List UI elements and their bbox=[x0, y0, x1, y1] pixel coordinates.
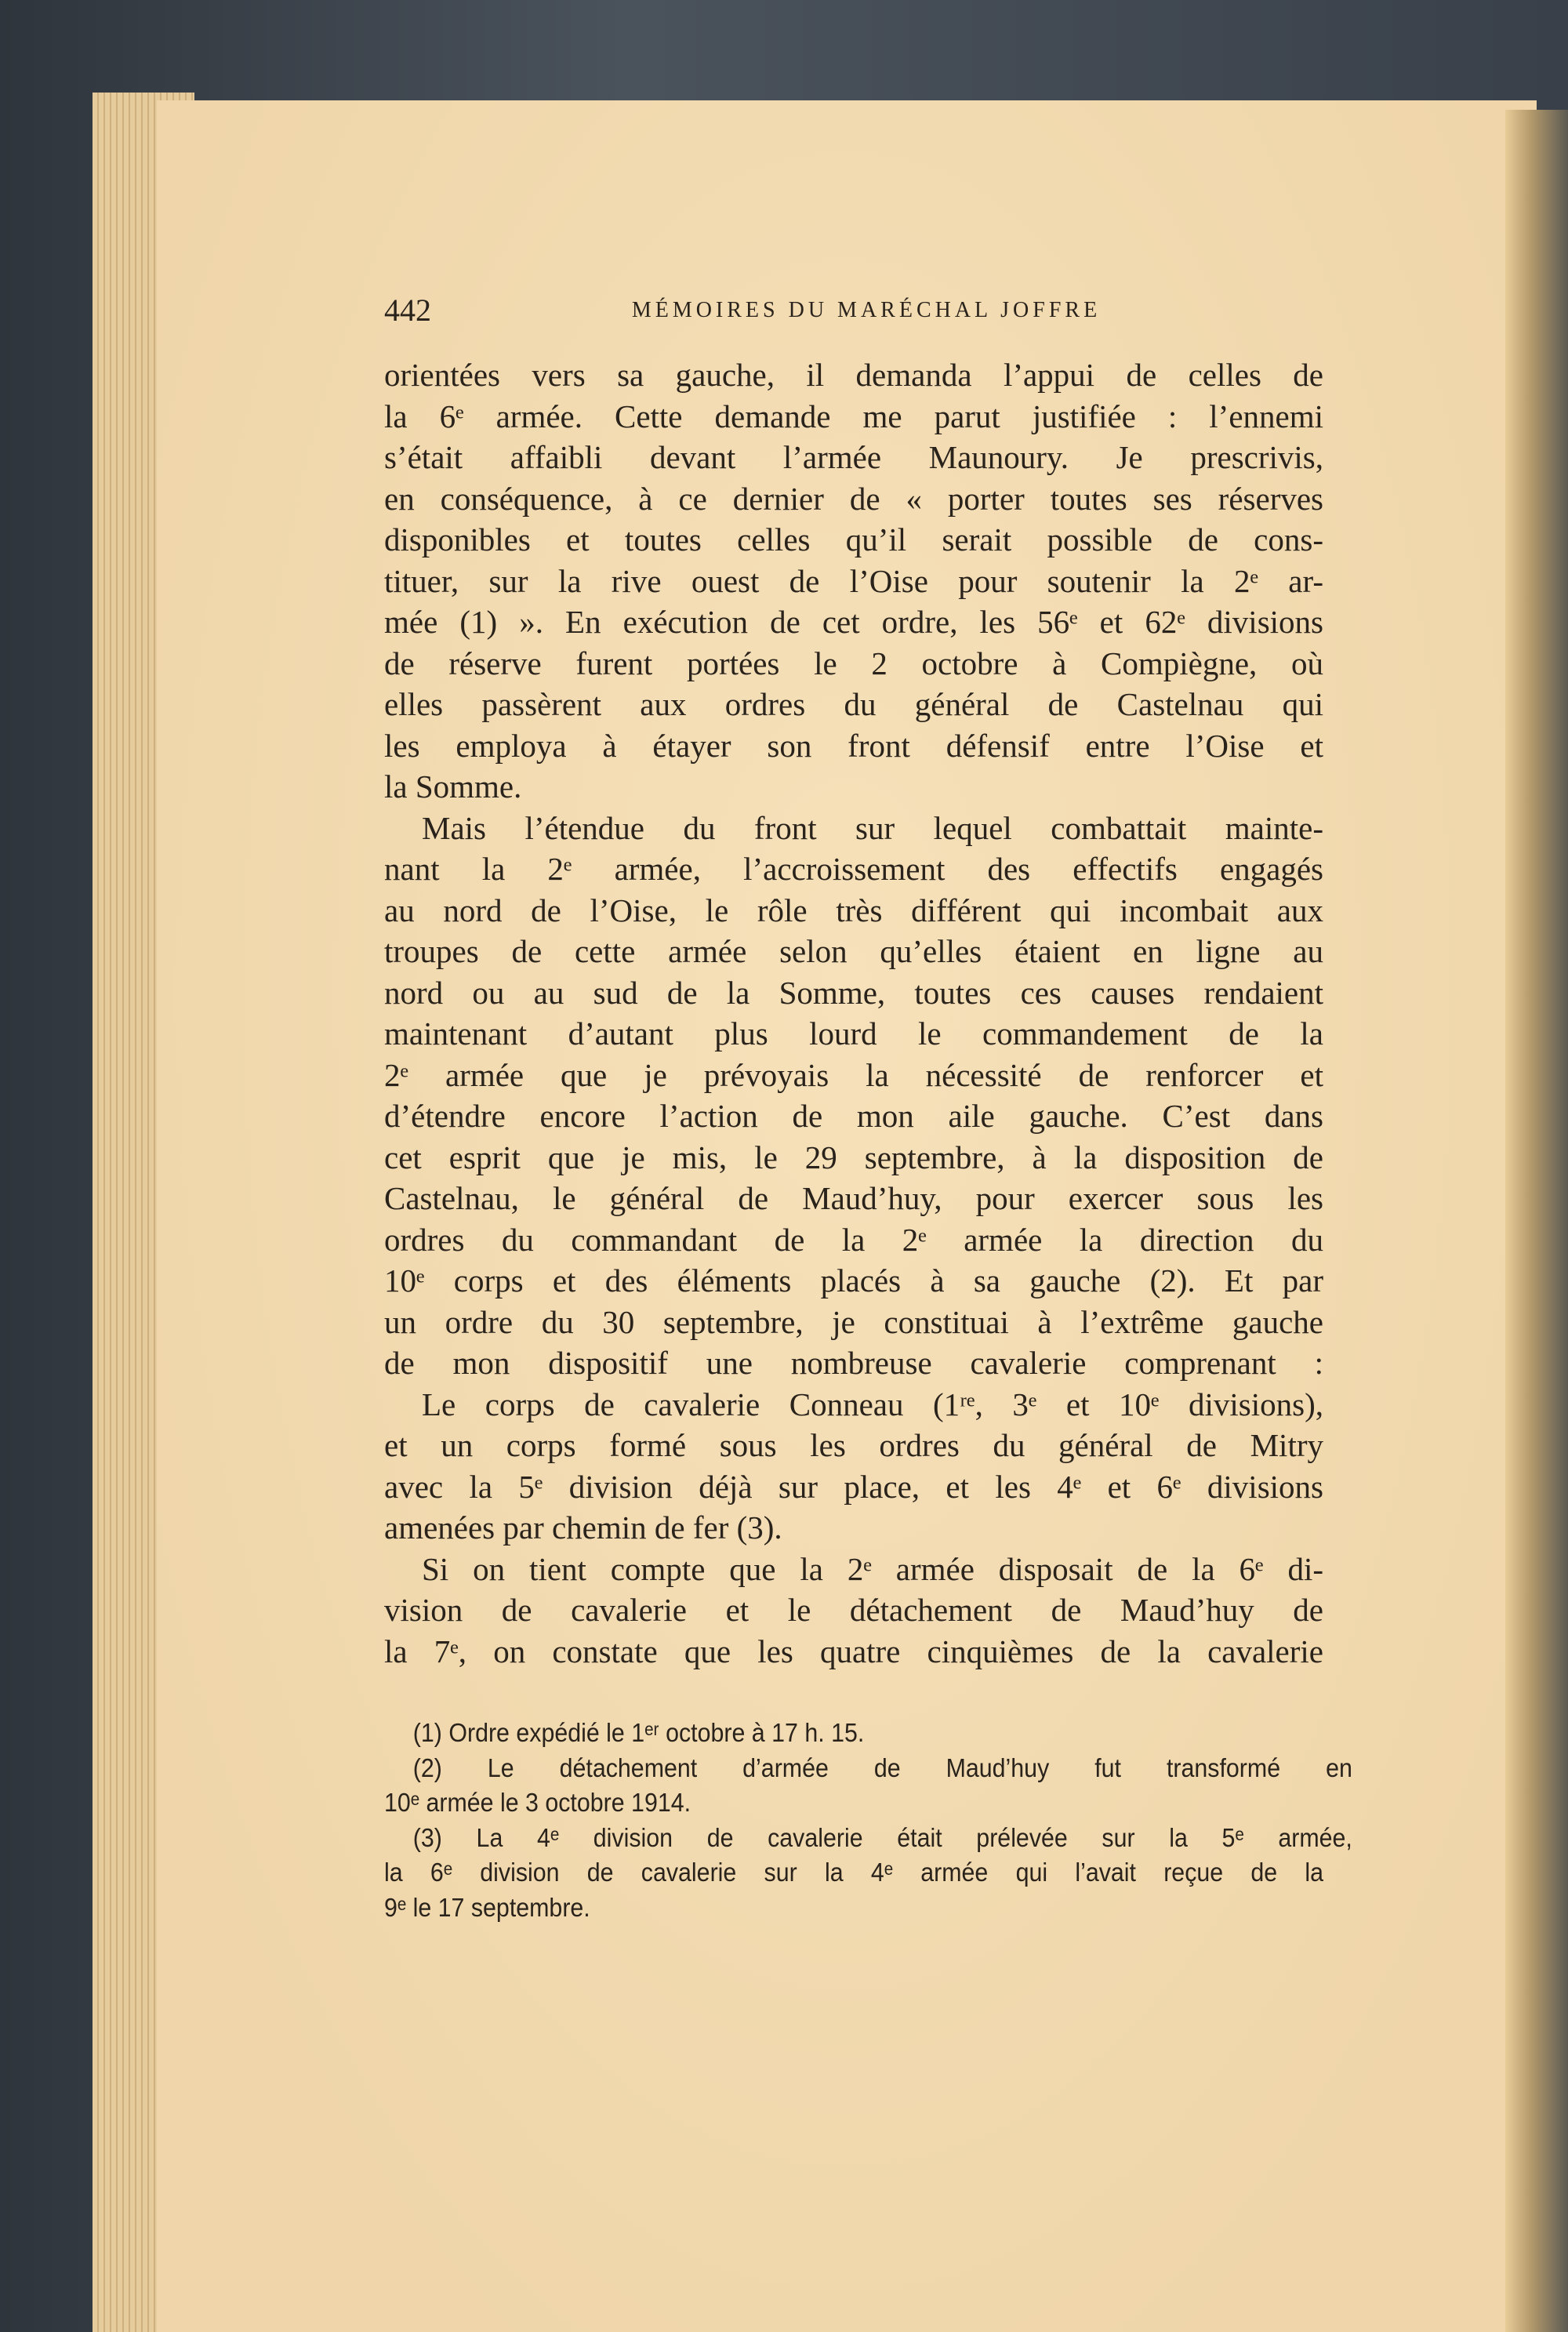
footnotes bbox=[384, 1716, 1352, 1925]
text-line: tituer, sur la rive ouest de l’Oise pour soutenir la 2ᵉ ar- bbox=[384, 562, 1323, 599]
text-line: nord ou au sud de la Somme, toutes ces causes rendaient bbox=[384, 974, 1323, 1011]
text-line: et un corps formé sous les ordres du général de Mitry bbox=[384, 1427, 1323, 1463]
text-line: de mon dispositif une nombreuse cavalerie comprenant : bbox=[384, 1345, 1323, 1381]
text-line: cet esprit que je mis, le 29 septembre, à la disposition de bbox=[384, 1139, 1323, 1175]
footnote-line: (1) Ordre expédié le 1ᵉʳ octobre à 17 h. 15. bbox=[412, 1718, 865, 1747]
footnote-line: (3) La 4ᵉ division de cavalerie était prélevée sur la 5ᵉ armée, bbox=[412, 1822, 1352, 1852]
footnote-line: 9ᵉ le 17 septembre. bbox=[384, 1892, 590, 1922]
text-line: au nord de l’Oise, le rôle très différent qui incombait aux bbox=[384, 892, 1323, 928]
text-line: amenées par chemin de fer (3). bbox=[384, 1509, 782, 1546]
page-number: 442 bbox=[384, 292, 431, 328]
footnote-line: la 6ᵉ division de cavalerie sur la 4ᵉ armée qui l’avait reçue de la bbox=[384, 1858, 1324, 1887]
text-line: elles passèrent aux ordres du général de Castelnau qui bbox=[384, 686, 1323, 722]
text-line: de réserve furent portées le 2 octobre à Compiègne, où bbox=[384, 645, 1323, 681]
text-line: nant la 2ᵉ armée, l’accroissement des effectifs engagés bbox=[384, 851, 1323, 887]
text-line: en conséquence, à ce dernier de « porter toutes ses réserves bbox=[384, 480, 1323, 517]
text-line: les employa à étayer son front défensif entre l’Oise et bbox=[384, 727, 1323, 764]
text-line: disponibles et toutes celles qu’il serait possible de cons- bbox=[384, 521, 1323, 558]
text-line: Le corps de cavalerie Conneau (1ʳᵉ, 3ᵉ et 10ᵉ divisions), bbox=[422, 1386, 1323, 1422]
book-gutter bbox=[1505, 110, 1568, 2332]
text-line: mée (1) ». En exécution de cet ordre, les 56ᵉ et 62ᵉ divisions bbox=[384, 604, 1323, 640]
text-line: Si on tient compte que la 2ᵉ armée disposait de la 6ᵉ di- bbox=[422, 1550, 1323, 1587]
text-line: Mais l’étendue du front sur lequel combattait mainte- bbox=[422, 809, 1323, 846]
text-line: un ordre du 30 septembre, je constituai à l’extrême gauche bbox=[384, 1303, 1323, 1340]
text-line: la Somme. bbox=[384, 768, 522, 805]
text-line: vision de cavalerie et le détachement de Maud’huy de bbox=[384, 1592, 1323, 1628]
text-line: 2ᵉ armée que je prévoyais la nécessité de renforcer et bbox=[384, 1056, 1323, 1093]
text-line: d’étendre encore l’action de mon aile gauche. C’est dans bbox=[384, 1098, 1323, 1134]
running-title: MÉMOIRES DU MARÉCHAL JOFFRE bbox=[631, 298, 1102, 322]
text-line: avec la 5ᵉ division déjà sur place, et les 4ᵉ et 6ᵉ divisions bbox=[384, 1468, 1323, 1505]
page-header bbox=[384, 292, 1325, 331]
text-line: 10ᵉ corps et des éléments placés à sa gauche (2). Et par bbox=[384, 1262, 1323, 1299]
text-line: troupes de cette armée selon qu’elles étaient en ligne au bbox=[384, 933, 1323, 969]
text-line: ordres du commandant de la 2ᵉ armée la direction du bbox=[384, 1221, 1323, 1258]
text-line: la 6ᵉ armée. Cette demande me parut justifiée : l’ennemi bbox=[384, 398, 1323, 434]
footnote-line: (2) Le détachement d’armée de Maud’huy fut transformé en bbox=[412, 1753, 1352, 1782]
text-line: la 7ᵉ, on constate que les quatre cinquièmes de la cavalerie bbox=[384, 1633, 1323, 1669]
text-line: maintenant d’autant plus lourd le commandement de la bbox=[384, 1015, 1323, 1052]
text-line: s’était affaibli devant l’armée Maunoury. Je prescrivis, bbox=[384, 439, 1323, 475]
body-text bbox=[384, 354, 1323, 1672]
text-line: orientées vers sa gauche, il demanda l’appui de celles de bbox=[384, 357, 1323, 393]
footnote-line: 10ᵉ armée le 3 octobre 1914. bbox=[384, 1788, 691, 1817]
text-line: Castelnau, le général de Maud’huy, pour exercer sous les bbox=[384, 1180, 1323, 1216]
